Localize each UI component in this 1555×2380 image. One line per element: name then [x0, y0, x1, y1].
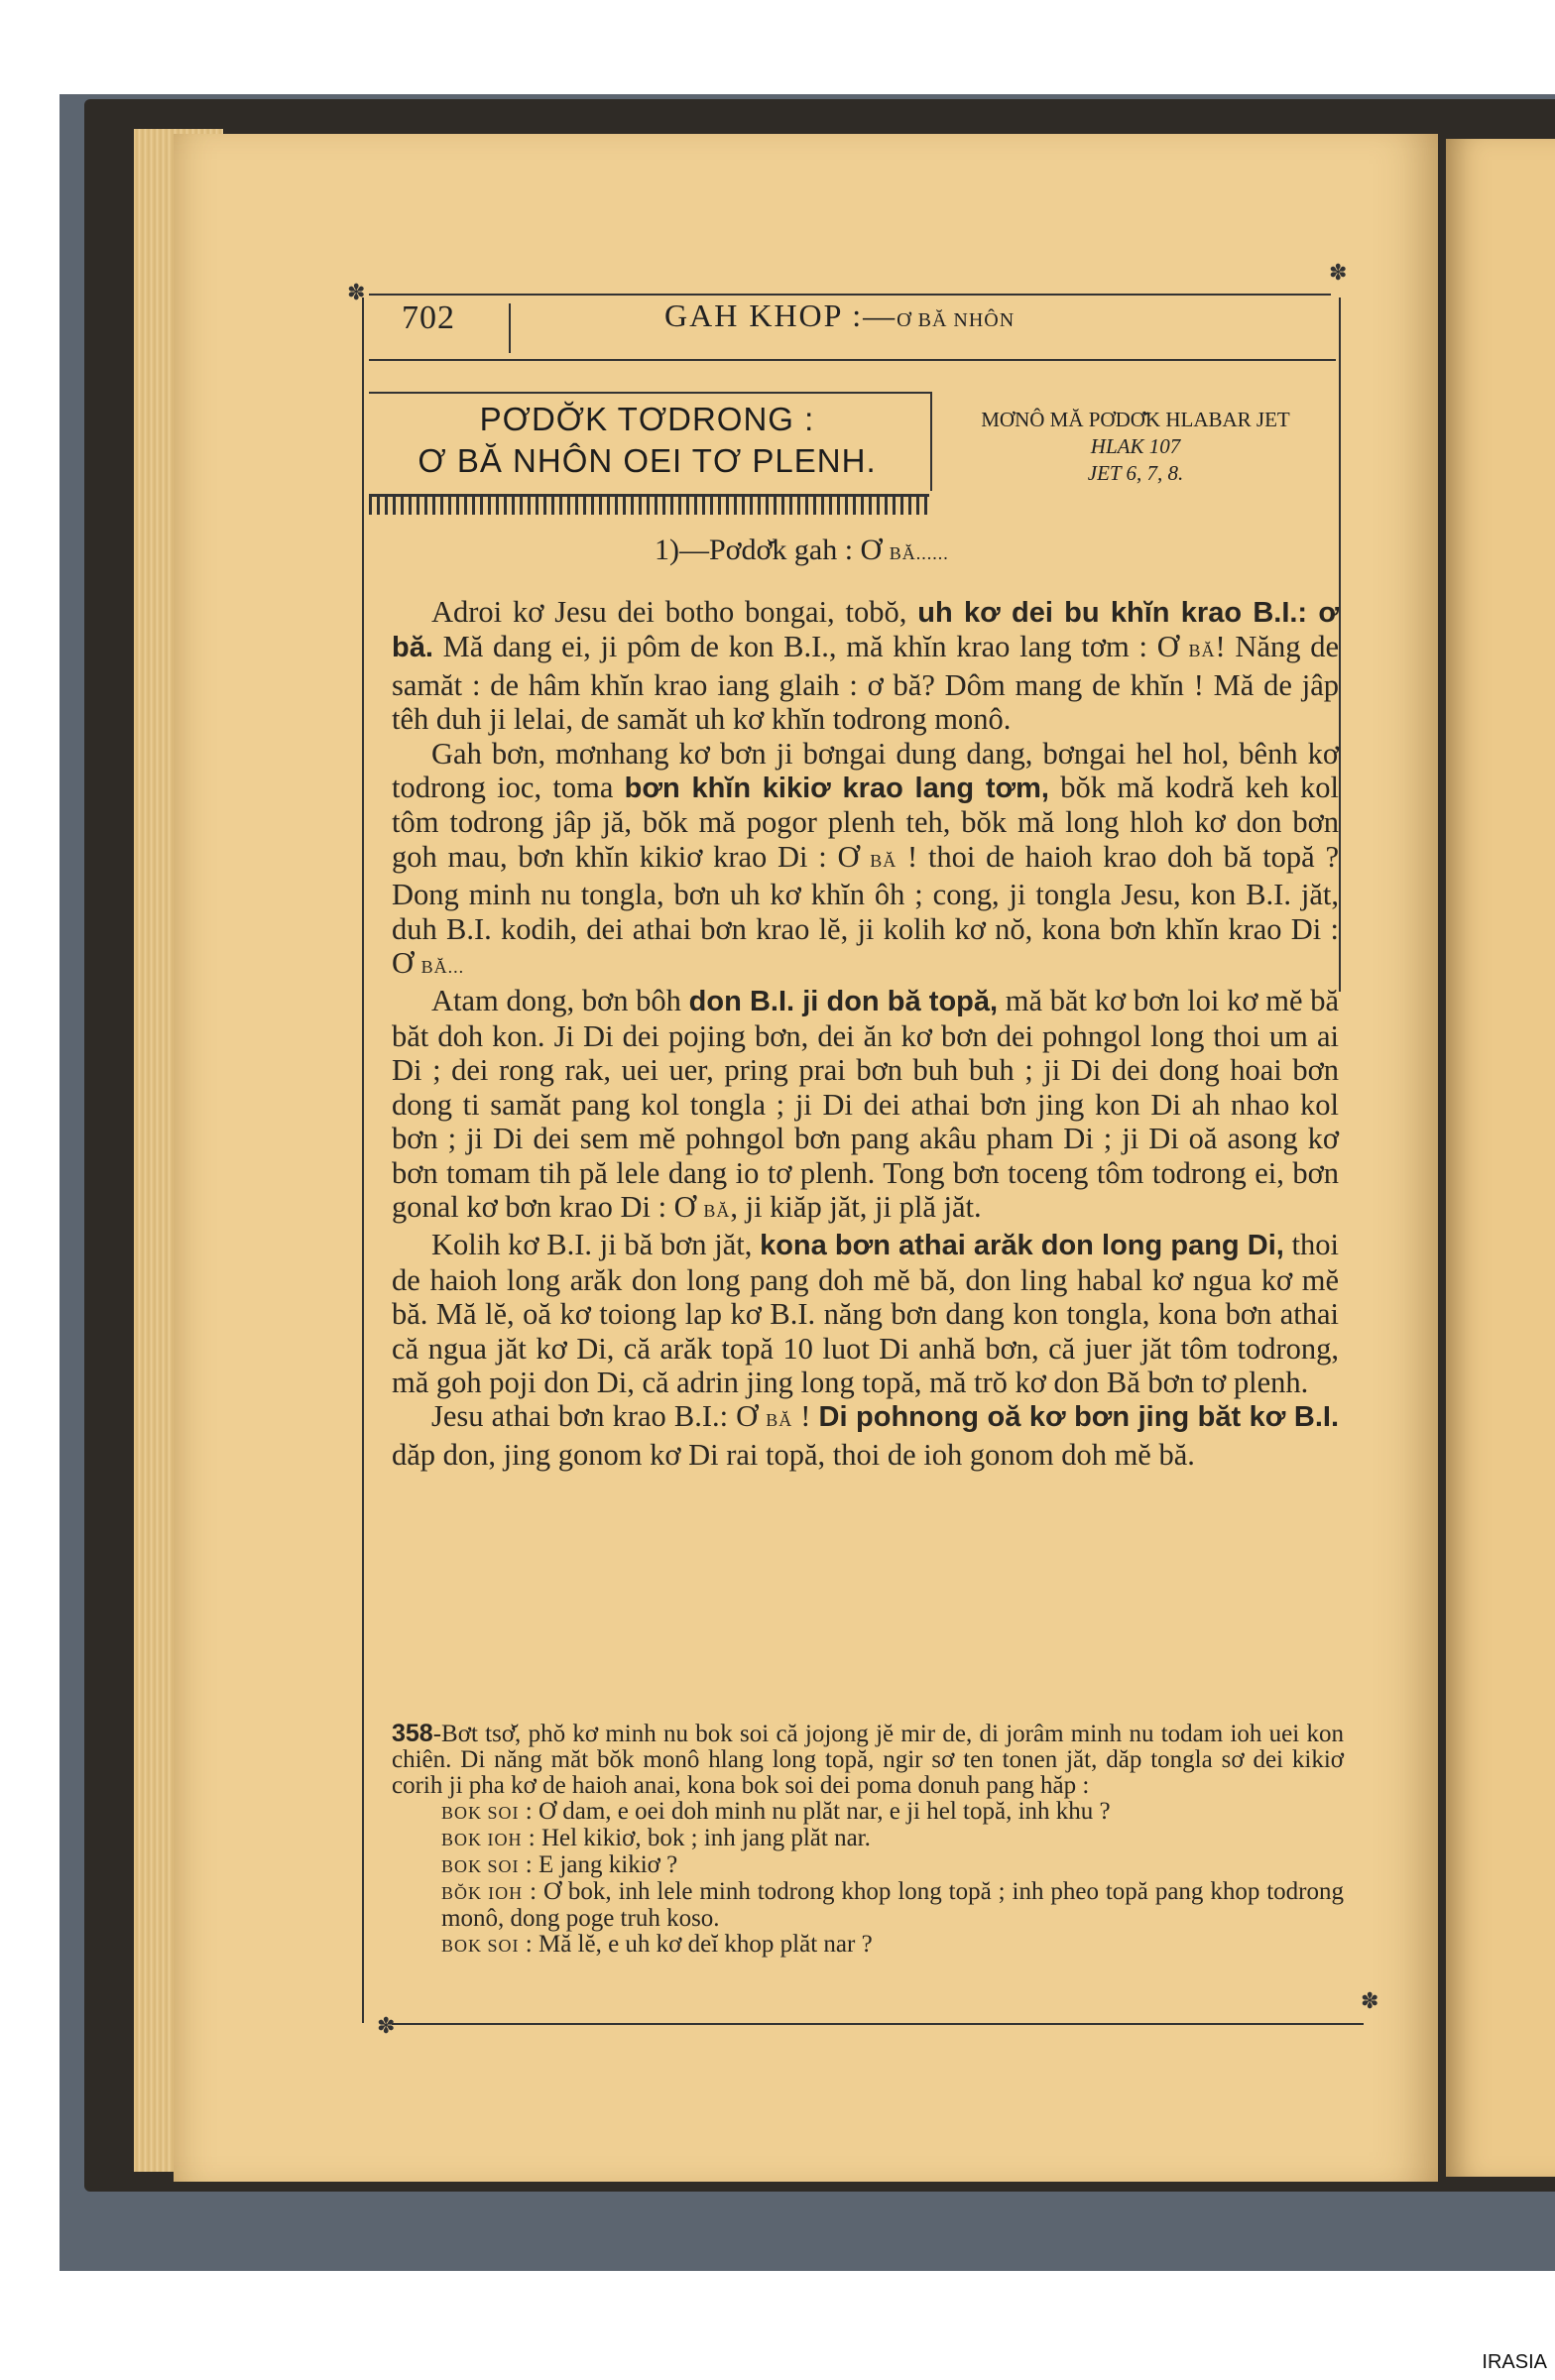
chapter-title-line2: Ơ BĂ NHÔN OEI TƠ PLENH.: [418, 442, 877, 479]
dialog-line: BŎK IOH : Ơ bok, inh lele minh todrong khop long topă ; inh pheo topă pang khop todrong monô, dong poge truh koso.: [441, 1878, 1345, 1932]
paragraph-5: Jesu athai bơn krao B.I.: Ơ BĂ ! Di pohnong oă kơ bơn jing băt kơ B.I. dăp don, jing gonom kơ Di rai topă, thoi de ioh gonom doh mĕ bă.: [392, 1399, 1339, 1472]
page-number: 702: [402, 299, 455, 336]
frame-left-rule: [362, 298, 364, 2023]
chapter-title-line1: PƠDƠ̆K TƠDRONG :: [479, 401, 815, 437]
example-number: 358: [392, 1720, 433, 1747]
title-box-ornament-border: [369, 494, 929, 515]
corner-ornament-top-right: ✽: [1329, 260, 1348, 285]
title-box-top-rule: [369, 392, 930, 394]
scripture-reference: [937, 407, 1334, 487]
dialog-line: BOK SOI : E jang kikiơ ?: [441, 1851, 678, 1878]
dialog-line: BOK IOH : Hel kikiơ, bok ; inh jang plăt nar.: [441, 1825, 871, 1851]
corner-ornament-bottom-right: ✽: [1361, 1988, 1379, 2013]
reference-line2: HLAK 107: [1090, 434, 1181, 458]
next-page-edge: [1446, 139, 1555, 2177]
dialog-line: BOK SOI : Mă lĕ, e uh kơ deĭ khop plăt nar ?: [441, 1931, 873, 1958]
example-story-intro: 358-Bơt tsơ̆, phŏ kơ minh nu bok soi că jojong jĕ mir de, di jorâm minh nu todam ioh uei kon chiên. Di năng măt bŏk monô hlang long topă, ngir sơ ten tonen jăt, dăp tongla sơ dei kikiơ corih ji pha kơ de haioh anai, kona bok soi dei poma donuh pang hăp :: [392, 1720, 1344, 1799]
running-title: GAH KHOP :—Ơ BĂ NHÔN: [664, 298, 1016, 333]
paragraph-3: Atam dong, bơn bôh don B.I. ji don bă topă, mă băt kơ bơn loi kơ mĕ bă băt doh kon. Ji Di dei pojing bơn, dei ăn kơ bơn dei pohngol long thoi um ai Di ; dei rong rak, uei uer, pring prai bơn buh buh ; ji Di dei dong hoai bơn dong ti samăt pang kol tongla ; ji Di dei athai bơn jing kon Di ah nhao kol bơn ; ji Di dei sem mĕ pohngol bơn pang akâu pham Di ; ji Di oă asong kơ bơn tomam tih pă lele dang io tơ plenh. Tong bơn toceng tôm todrong ei, bơn gonal kơ bơn krao Di : Ơ BĂ, ji kiăp jăt, ji plă jăt.: [392, 984, 1339, 1224]
header-top-rule: [369, 294, 1331, 296]
example-story: [392, 1721, 1344, 1959]
corner-ornament-top-left: ✽: [347, 280, 366, 304]
paragraph-1: Adroi kơ Jesu dei botho bongai, tobŏ, uh kơ dei bu khĭn krao B.I.: ơ bă. Mă dang ei, ji pôm de kon B.I., mă khĭn krao lang tơm : Ơ BĂ! Năng de samăt : de hâm khĭn krao iang glaih : ơ bă? Dôm mang de khĭn ! Mă de jâp têh duh ji lelai, de samăt uh kơ khĭn todrong monô.: [392, 595, 1339, 737]
reference-line1: MƠNÔ MĂ PƠDƠ̆K HLABAR JET: [981, 408, 1290, 431]
title-box-divider: [930, 392, 932, 491]
footer-rule: [392, 2023, 1364, 2025]
watermark: IRASIA: [1482, 2351, 1547, 2373]
paragraph-2: Gah bơn, mơnhang kơ bơn ji bơngai dung dang, bơngai hel hol, bênh kơ todrong ioc, toma bơn khĭn kikiơ krao lang tơm, bŏk mă kodră keh kol tôm todrong jâp jă, bŏk mă pogor plenh teh, bŏk mă long hloh kơ don bơn goh mau, bơn khĭn kikiơ krao Di : Ơ BĂ ! thoi de haioh krao doh bă topă ? Dong minh nu tongla, bơn uh kơ khĭn ôh ; cong, ji tongla Jesu, kon B.I. jăt, duh B.I. kodih, dei athai bơn krao lĕ, ji kolih kơ nŏ, kona bơn khĭn krao Di : Ơ BĂ...: [392, 736, 1339, 981]
corner-ornament-bottom-left: ✽: [377, 2013, 396, 2038]
chapter-title: [372, 399, 922, 482]
body-text: [392, 595, 1339, 1472]
reference-line3: JET 6, 7, 8.: [1087, 461, 1184, 485]
dialog: [392, 1799, 1344, 1959]
frame-right-rule: [1339, 298, 1341, 992]
header-divider: [509, 303, 511, 353]
paragraph-4: Kolih kơ B.I. ji bă bơn jăt, kona bơn athai arăk don long pang Di, thoi de haioh long arăk don long pang doh mĕ bă, don ling habal kơ ngua kơ mĕ bă. Mă lĕ, oă kơ toiong lap kơ B.I. năng bơn dang kon tongla, kona bơn athai că ngua jăt kơ Di, că arăk topă 10 luot Di anhă bơn, că juer jăt tôm todrong, mă goh poji don Di, că adrin jing long topă, mă trŏ kơ don Bă bơn tơ plenh.: [392, 1228, 1339, 1399]
section-heading: 1)—Pơdơ̆k gah : Ơ BĂ......: [655, 534, 949, 566]
dialog-line: BOK SOI : Ơ dam, e oei doh minh nu plăt nar, e ji hel topă, inh khu ?: [441, 1798, 1111, 1825]
header-bottom-rule: [369, 359, 1336, 361]
